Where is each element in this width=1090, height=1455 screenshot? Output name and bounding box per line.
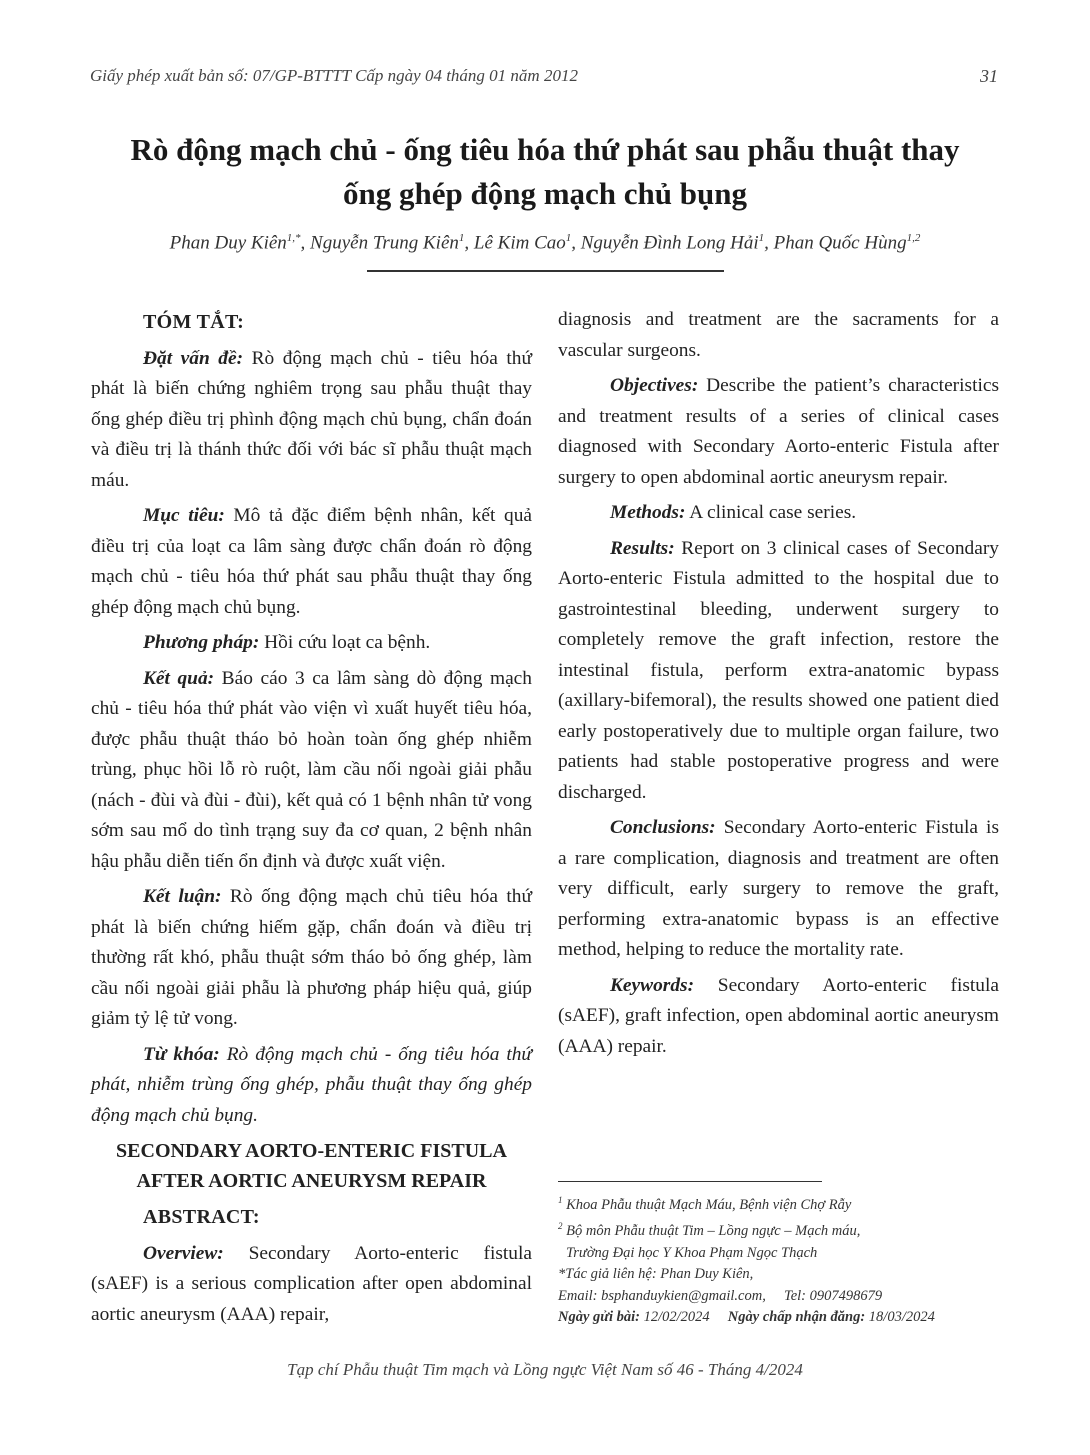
- author-affiliation: 1,2: [906, 232, 921, 244]
- corresponding-author: *Tác giả liên hệ: Phan Duy Kiên,: [558, 1266, 754, 1283]
- en-overview-text: Secondary Aorto-enteric fistula (sAEF) is a serious complication after open abdominal aortic aneurysm (AAA) repair,: [91, 1242, 532, 1325]
- author-name: Nguyễn Trung Kiên: [310, 232, 459, 254]
- vn-conclusion-text: Rò ống động mạch chủ tiêu hóa thứ phát là biến chứng hiếm gặp, chẩn đoán và điều trị thường rất khó, phẫu thuật sớm tháo bỏ ống ghép, làm cầu nối ngoài giải phẫu là phương pháp hiệu quả, giúp giảm tỷ lệ tử vong.: [91, 886, 532, 1029]
- en-methods: [558, 498, 999, 529]
- vn-objective-label: Mục tiêu:: [143, 505, 225, 526]
- vn-objective-text: Mô tả đặc điểm bệnh nhân, kết quả điều trị của loạt ca lâm sàng được chẩn đoán rò động mạch chủ - tiêu hóa thứ phát sau phẫu thuật thay ống ghép động mạch chủ bụng.: [91, 505, 533, 618]
- en-results: [558, 534, 999, 809]
- en-keywords: [558, 971, 999, 1063]
- vn-results-label: Kết quả:: [143, 667, 215, 689]
- english-title: [91, 1136, 532, 1196]
- contact-email: Email: bsphanduykien@gmail.com,: [558, 1287, 766, 1304]
- en-overview-continued: diagnosis and treatment are the sacraments for a vascular surgeons.: [558, 309, 999, 361]
- vn-keywords-text: Rò động mạch chủ - ống tiêu hóa thứ phát, nhiễm trùng ống ghép, phẫu thuật thay ống ghép động mạch chủ bụng.: [91, 1043, 533, 1126]
- accepted-date: 18/03/2024: [865, 1309, 935, 1326]
- vn-conclusion: [91, 882, 532, 1035]
- title-line-1: Rò động mạch chủ - ống tiêu hóa thứ phát sau phẫu thuật thay: [130, 132, 960, 167]
- author-name: Phan Quốc Hùng: [773, 232, 907, 254]
- author-affiliation: 1: [458, 232, 465, 244]
- en-results-text: Report on 3 clinical cases of Secondary Aorto-enteric Fistula admitted to the hospital due to gastrointestinal bleeding, underwent surgery to completely remove the graft infection, restore the intestinal fistula, perform extra-anatomic bypass (axillary-bifemoral), the results showed one patient died early postoperatively due to multiple organ failure, two patients had stable postoperative progress and were discharged.: [558, 537, 999, 803]
- en-objectives-text: Describe the patient’s characteristics and treatment results of a series of clinical cases diagnosed with Secondary Aorto-enteric Fistula after surgery to open abdominal aortic aneurysm repair.: [558, 375, 999, 488]
- en-keywords-label: Keywords:: [610, 974, 695, 996]
- author-name: Nguyễn Đình Long Hải: [580, 232, 759, 254]
- running-header: Giấy phép xuất bản số: 07/GP-BTTTT Cấp ngày 04 tháng 01 năm 2012: [90, 66, 578, 85]
- affiliation-2: $^2$ Bộ môn Phẫu thuật Tim – Lồng ngực – Mạch máu,: [558, 1221, 861, 1240]
- vn-methods: [91, 628, 532, 659]
- vn-results-text: Báo cáo 3 ca lâm sàng dò động mạch chủ - tiêu hóa thứ phát vào viện vì xuất huyết tiêu hóa, được phẫu thuật tháo bỏ hoàn toàn ống ghép nhiễm trùng, phục hồi lỗ rò ruột, làm cầu nối ngoài giải phẫu (nách - đùi và đùi - đùi), kết quả có 1 bệnh nhân tử vong sớm sau mổ do tình trạng suy đa cơ quan, 2 bệnh nhân hậu phẫu diễn tiến ổn định và được xuất viện.: [91, 667, 532, 872]
- vn-methods-text: Hồi cứu loạt ca bệnh.: [259, 632, 431, 653]
- received-date: 12/02/2024: [639, 1309, 710, 1326]
- vn-conclusion-label: Kết luận:: [143, 886, 222, 907]
- vn-background-label: Đặt vấn đề:: [143, 347, 244, 369]
- accepted-label: Ngày chấp nhận đăng:: [727, 1309, 866, 1326]
- vn-results: [91, 664, 532, 878]
- vn-keywords-label: Từ khóa:: [143, 1043, 220, 1065]
- contact-line: [558, 1286, 1008, 1308]
- vn-methods-label: Phương pháp:: [143, 632, 260, 653]
- left-column: [91, 307, 532, 1335]
- english-title-line-2: AFTER AORTIC ANEURYSM REPAIR: [136, 1170, 487, 1192]
- journal-footer: Tạp chí Phẫu thuật Tim mạch và Lồng ngực Việt Nam số 46 - Tháng 4/2024: [287, 1360, 803, 1379]
- affiliation-2-line-2: Trường Đại học Y Khoa Phạm Ngọc Thạch: [566, 1244, 818, 1261]
- page-number: 31: [980, 66, 998, 86]
- english-title-line-1: SECONDARY AORTO-ENTERIC FISTULA: [116, 1140, 507, 1162]
- vn-background: [91, 344, 532, 497]
- en-conclusions-text: Secondary Aorto-enteric Fistula is a rare complication, diagnosis and treatment are often very difficult, early surgery to remove the graft, performing extra-anatomic bypass is an effective method, helping to reduce the mortality rate.: [558, 817, 999, 960]
- en-objectives: [558, 371, 999, 493]
- author-name: Phan Duy Kiên: [169, 232, 287, 254]
- right-column: [558, 305, 999, 1067]
- en-methods-label: Methods:: [610, 502, 686, 523]
- en-abstract-heading: ABSTRACT:: [143, 1206, 260, 1228]
- title-line-2: ống ghép động mạch chủ bụng: [343, 176, 747, 211]
- vn-background-text: Rò động mạch chủ - tiêu hóa thứ phát là biến chứng nghiêm trọng sau phẫu thuật thay ống ghép điều trị phình động mạch chủ bụng, chẩn đoán và điều trị là thánh thức đối với bác sĩ phẫu thuật mạch máu.: [91, 347, 532, 491]
- en-results-label: Results:: [610, 537, 675, 559]
- author-affiliation: 1: [565, 232, 572, 244]
- submission-dates: [558, 1307, 1008, 1329]
- article-title: [60, 128, 1030, 216]
- en-methods-text: A clinical case series.: [685, 502, 857, 523]
- vn-objective: [91, 501, 532, 623]
- en-objectives-label: Objectives:: [610, 375, 699, 396]
- footnotes: [558, 1190, 1008, 1329]
- en-conclusions-label: Conclusions:: [610, 817, 716, 838]
- en-conclusions: [558, 813, 999, 966]
- received-label: Ngày gửi bài:: [558, 1309, 640, 1326]
- title-divider: [367, 270, 724, 272]
- author-list: Phan Duy Kiên$^{1,*}$, Nguyễn Trung Kiên$^1$, Lê Kim Cao$^1$, Nguyễn Đình Long Hải$^1$, Phan Quốc Hùng$^{1,2}$: [169, 232, 921, 254]
- author-affiliation: 1,*: [286, 232, 301, 244]
- vn-abstract-heading: TÓM TẮT:: [143, 311, 245, 333]
- author-name: Lê Kim Cao: [473, 232, 566, 254]
- author-affiliation: 1: [758, 232, 765, 244]
- en-overview-label: Overview:: [143, 1242, 224, 1264]
- contact-phone: Tel: 0907498679: [783, 1287, 883, 1304]
- en-keywords-text: Secondary Aorto-enteric fistula (sAEF), graft infection, open abdominal aortic aneurysm (AAA) repair.: [558, 974, 999, 1057]
- vn-keywords: [91, 1040, 532, 1132]
- footnote-divider: [558, 1181, 822, 1182]
- affiliation-1: $^1$ Khoa Phẫu thuật Mạch Máu, Bệnh viện Chợ Rẫy: [558, 1195, 852, 1213]
- en-overview: [91, 1239, 532, 1331]
